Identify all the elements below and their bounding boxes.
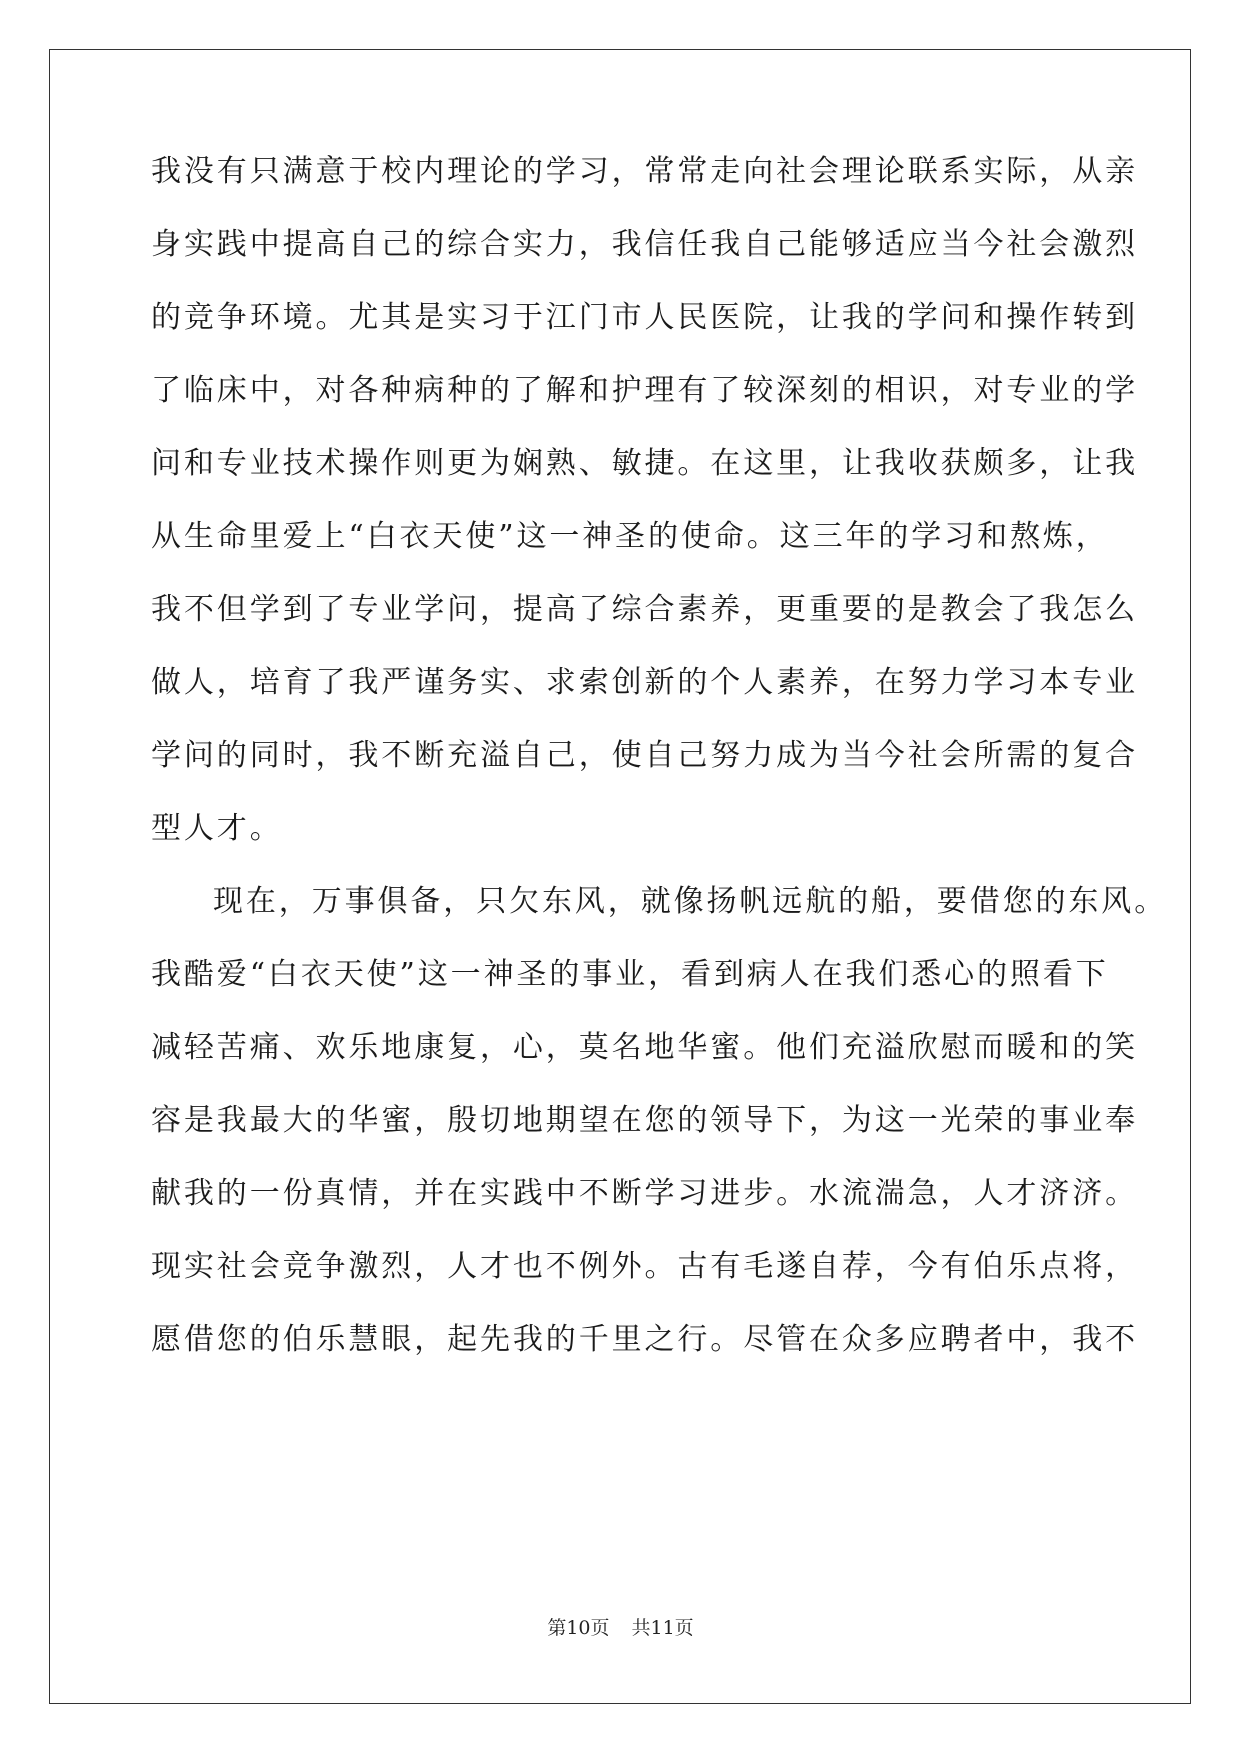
- text-line: 型人才。: [151, 811, 283, 846]
- text-line: 学问的同时，我不断充溢自己，使自己努力成为当今社会所需的复合: [151, 738, 1138, 773]
- text-line: 问和专业技术操作则更为娴熟、敏捷。在这里，让我收获颇多，让我: [151, 446, 1138, 481]
- text-line: 我没有只满意于校内理论的学习，常常走向社会理论联系实际，从亲: [151, 154, 1138, 189]
- page-footer: [0, 1613, 1241, 1640]
- text-line: 了临床中，对各种病种的了解和护理有了较深刻的相识，对专业的学: [151, 373, 1138, 408]
- page-number: 第10页: [547, 1617, 610, 1639]
- page-total: 共11页: [631, 1617, 694, 1639]
- paragraph-first-line: 现在，万事俱备，只欠东风，就像扬帆远航的船，要借您的东风。: [213, 884, 1168, 919]
- text-line: 做人，培育了我严谨务实、求索创新的个人素养，在努力学习本专业: [151, 665, 1138, 700]
- text-line: 减轻苦痛、欢乐地康复，心，莫名地华蜜。他们充溢欣慰而暖和的笑: [151, 1030, 1138, 1065]
- text-line: 现实社会竞争激烈，人才也不例外。古有毛遂自荐，今有伯乐点将，: [151, 1249, 1138, 1284]
- text-line: 身实践中提高自己的综合实力，我信任我自己能够适应当今社会激烈: [151, 227, 1138, 262]
- text-line: 我不但学到了专业学问，提高了综合素养，更重要的是教会了我怎么: [151, 592, 1138, 627]
- page-border: [49, 49, 1191, 1704]
- text-line: 容是我最大的华蜜，殷切地期望在您的领导下，为这一光荣的事业奉: [151, 1103, 1138, 1138]
- text-line: 从生命里爱上“白衣天使”这一神圣的使命。这三年的学习和熬炼，: [151, 519, 1109, 554]
- text-line: 的竞争环境。尤其是实习于江门市人民医院，让我的学问和操作转到: [151, 300, 1138, 335]
- text-line: 愿借您的伯乐慧眼，起先我的千里之行。尽管在众多应聘者中，我不: [151, 1322, 1138, 1357]
- text-line: 献我的一份真情，并在实践中不断学习进步。水流湍急，人才济济。: [151, 1176, 1138, 1211]
- text-line: 我酷爱“白衣天使”这一神圣的事业，看到病人在我们悉心的照看下: [151, 957, 1109, 992]
